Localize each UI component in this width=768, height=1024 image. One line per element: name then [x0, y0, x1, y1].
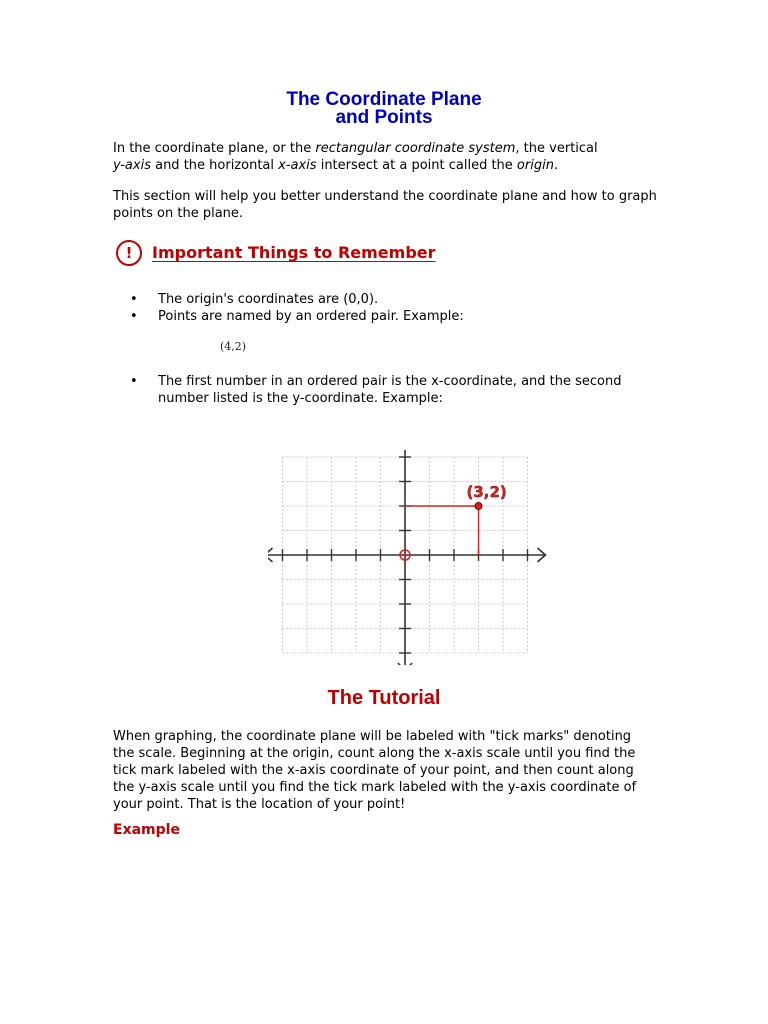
plotted-points: [400, 483, 507, 560]
data-point: [475, 503, 482, 510]
exclamation-icon: !: [116, 240, 142, 266]
bullet-ordered-pair: Points are named by an ordered pair. Example:: [158, 309, 464, 324]
important-heading: Important Things to Remember: [152, 243, 436, 262]
page-title-line-1: The Coordinate Plane: [286, 89, 482, 110]
tutorial-body: When graphing, the coordinate plane will be labeled with "tick marks" denoting the scale. Beginning at the origin, count along the x-axis scale until you find the tick mark labeled with the x-axis coordinate of your point, and then count along the y-axis scale until you find the tick mark labeled with the y-axis coordinate of your point. That is the location of your point!: [113, 729, 637, 812]
example-heading: Example: [113, 822, 180, 838]
tutorial-heading: The Tutorial: [327, 687, 441, 709]
intro-text: intersect at a point called the: [316, 158, 517, 173]
intro-text: .: [553, 158, 559, 173]
data-point-label: (3,2): [466, 483, 507, 501]
bullet-marker: •: [130, 374, 138, 389]
bullet-coordinates-order: The first number in an ordered pair is the x-coordinate, and the second number listed is the y-coordinate. Example:: [158, 374, 622, 406]
intro-paragraph: [113, 140, 673, 174]
intro-text: , the vertical: [515, 141, 598, 156]
bullet-origin: The origin's coordinates are (0,0).: [158, 292, 379, 307]
intro-term-y-axis: y-axis: [113, 158, 151, 173]
intro-text: and the horizontal: [150, 158, 279, 173]
ordered-pair-example: (4,2): [220, 340, 247, 353]
bullet-marker: •: [130, 309, 138, 324]
coordinate-plane-chart: [268, 450, 548, 665]
intro-text: In the coordinate plane, or the: [113, 141, 316, 156]
page-title-line-2: and Points: [335, 107, 433, 128]
origin-dot: [403, 553, 406, 556]
intro-term-origin: origin: [516, 158, 554, 173]
intro-term-x-axis: x-axis: [278, 158, 317, 173]
section-purpose-paragraph: This section will help you better understand the coordinate plane and how to graph points on the plane.: [113, 189, 657, 221]
intro-term-rect-system: rectangular coordinate system: [315, 141, 516, 156]
bullet-marker: •: [130, 292, 138, 307]
